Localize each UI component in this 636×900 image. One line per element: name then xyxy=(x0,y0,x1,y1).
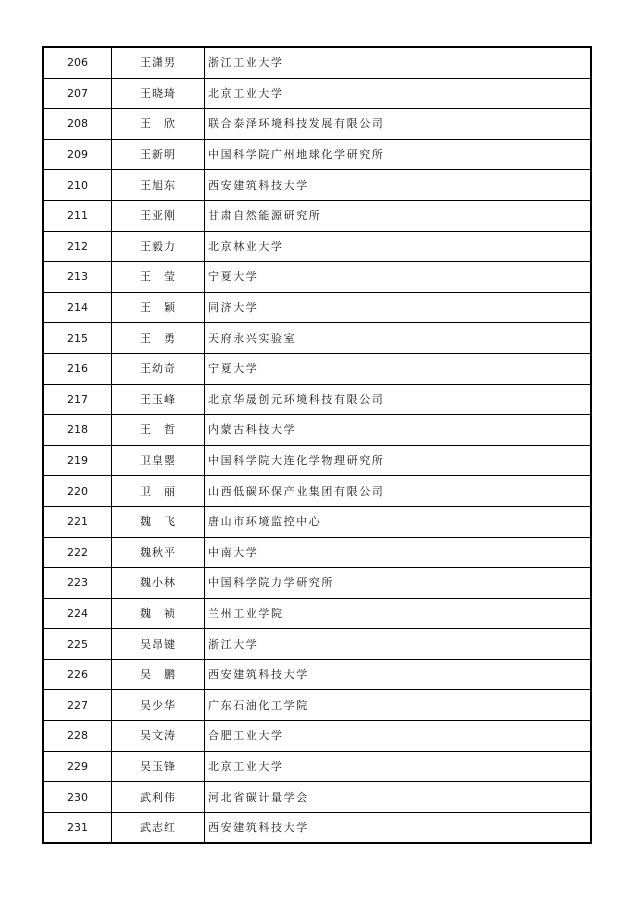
organization-cell: 西安建筑科技大学 xyxy=(205,659,592,690)
row-number-cell: 213 xyxy=(43,262,112,293)
member-name-cell: 武志红 xyxy=(112,812,205,843)
table-row xyxy=(43,384,591,415)
row-number-cell: 224 xyxy=(43,598,112,629)
organization-cell: 西安建筑科技大学 xyxy=(205,170,592,201)
row-number-cell: 221 xyxy=(43,506,112,537)
organization-cell: 甘肃自然能源研究所 xyxy=(205,200,592,231)
organization-cell: 内蒙古科技大学 xyxy=(205,415,592,446)
organization-cell: 河北省碳计量学会 xyxy=(205,782,592,813)
table-row xyxy=(43,262,591,293)
member-table-body xyxy=(43,47,591,843)
organization-cell: 中国科学院力学研究所 xyxy=(205,568,592,599)
table-row xyxy=(43,170,591,201)
row-number-cell: 211 xyxy=(43,200,112,231)
member-name-cell: 王新明 xyxy=(112,139,205,170)
row-number-cell: 214 xyxy=(43,292,112,323)
organization-cell: 西安建筑科技大学 xyxy=(205,812,592,843)
member-name-cell: 吴 鹏 xyxy=(112,659,205,690)
row-number-cell: 212 xyxy=(43,231,112,262)
organization-cell: 广东石油化工学院 xyxy=(205,690,592,721)
member-name-cell: 王 莹 xyxy=(112,262,205,293)
member-name-cell: 魏 飞 xyxy=(112,506,205,537)
table-row xyxy=(43,721,591,752)
row-number-cell: 228 xyxy=(43,721,112,752)
member-name-cell: 王幼奇 xyxy=(112,353,205,384)
member-name-cell: 王潇男 xyxy=(112,47,205,78)
member-table xyxy=(42,46,592,844)
row-number-cell: 207 xyxy=(43,78,112,109)
member-name-cell: 吴文涛 xyxy=(112,721,205,752)
member-name-cell: 卫 丽 xyxy=(112,476,205,507)
organization-cell: 中国科学院广州地球化学研究所 xyxy=(205,139,592,170)
organization-cell: 中国科学院大连化学物理研究所 xyxy=(205,445,592,476)
table-row xyxy=(43,659,591,690)
table-row xyxy=(43,445,591,476)
organization-cell: 唐山市环境监控中心 xyxy=(205,506,592,537)
member-name-cell: 王亚刚 xyxy=(112,200,205,231)
table-row xyxy=(43,629,591,660)
row-number-cell: 222 xyxy=(43,537,112,568)
member-name-cell: 王晓琦 xyxy=(112,78,205,109)
row-number-cell: 230 xyxy=(43,782,112,813)
member-name-cell: 王玉峰 xyxy=(112,384,205,415)
table-row xyxy=(43,109,591,140)
organization-cell: 北京华晟创元环境科技有限公司 xyxy=(205,384,592,415)
member-name-cell: 魏小林 xyxy=(112,568,205,599)
row-number-cell: 227 xyxy=(43,690,112,721)
table-row xyxy=(43,782,591,813)
table-row xyxy=(43,78,591,109)
organization-cell: 兰州工业学院 xyxy=(205,598,592,629)
member-name-cell: 王旭东 xyxy=(112,170,205,201)
document-page xyxy=(42,46,592,844)
member-name-cell: 吴昂键 xyxy=(112,629,205,660)
row-number-cell: 216 xyxy=(43,353,112,384)
row-number-cell: 217 xyxy=(43,384,112,415)
row-number-cell: 215 xyxy=(43,323,112,354)
organization-cell: 宁夏大学 xyxy=(205,262,592,293)
row-number-cell: 229 xyxy=(43,751,112,782)
organization-cell: 北京工业大学 xyxy=(205,751,592,782)
row-number-cell: 208 xyxy=(43,109,112,140)
table-row xyxy=(43,292,591,323)
table-row xyxy=(43,323,591,354)
row-number-cell: 226 xyxy=(43,659,112,690)
table-row xyxy=(43,598,591,629)
member-name-cell: 王 颖 xyxy=(112,292,205,323)
table-row xyxy=(43,537,591,568)
organization-cell: 联合泰泽环境科技发展有限公司 xyxy=(205,109,592,140)
table-row xyxy=(43,200,591,231)
organization-cell: 同济大学 xyxy=(205,292,592,323)
member-name-cell: 王 哲 xyxy=(112,415,205,446)
table-row xyxy=(43,231,591,262)
table-row xyxy=(43,47,591,78)
table-row xyxy=(43,568,591,599)
row-number-cell: 219 xyxy=(43,445,112,476)
member-name-cell: 武利伟 xyxy=(112,782,205,813)
organization-cell: 天府永兴实验室 xyxy=(205,323,592,354)
organization-cell: 山西低碳环保产业集团有限公司 xyxy=(205,476,592,507)
table-row xyxy=(43,506,591,537)
organization-cell: 北京工业大学 xyxy=(205,78,592,109)
member-name-cell: 王 勇 xyxy=(112,323,205,354)
row-number-cell: 206 xyxy=(43,47,112,78)
member-name-cell: 王毅力 xyxy=(112,231,205,262)
row-number-cell: 218 xyxy=(43,415,112,446)
row-number-cell: 220 xyxy=(43,476,112,507)
row-number-cell: 210 xyxy=(43,170,112,201)
member-name-cell: 魏秋平 xyxy=(112,537,205,568)
organization-cell: 浙江大学 xyxy=(205,629,592,660)
member-name-cell: 吴少华 xyxy=(112,690,205,721)
table-row xyxy=(43,476,591,507)
organization-cell: 合肥工业大学 xyxy=(205,721,592,752)
row-number-cell: 231 xyxy=(43,812,112,843)
organization-cell: 宁夏大学 xyxy=(205,353,592,384)
member-name-cell: 王 欣 xyxy=(112,109,205,140)
row-number-cell: 223 xyxy=(43,568,112,599)
organization-cell: 北京林业大学 xyxy=(205,231,592,262)
member-name-cell: 卫皇瞾 xyxy=(112,445,205,476)
table-row xyxy=(43,415,591,446)
member-name-cell: 吴玉锋 xyxy=(112,751,205,782)
table-row xyxy=(43,139,591,170)
member-name-cell: 魏 祯 xyxy=(112,598,205,629)
table-row xyxy=(43,690,591,721)
table-row xyxy=(43,751,591,782)
row-number-cell: 225 xyxy=(43,629,112,660)
table-row xyxy=(43,812,591,843)
table-row xyxy=(43,353,591,384)
organization-cell: 浙江工业大学 xyxy=(205,47,592,78)
row-number-cell: 209 xyxy=(43,139,112,170)
organization-cell: 中南大学 xyxy=(205,537,592,568)
